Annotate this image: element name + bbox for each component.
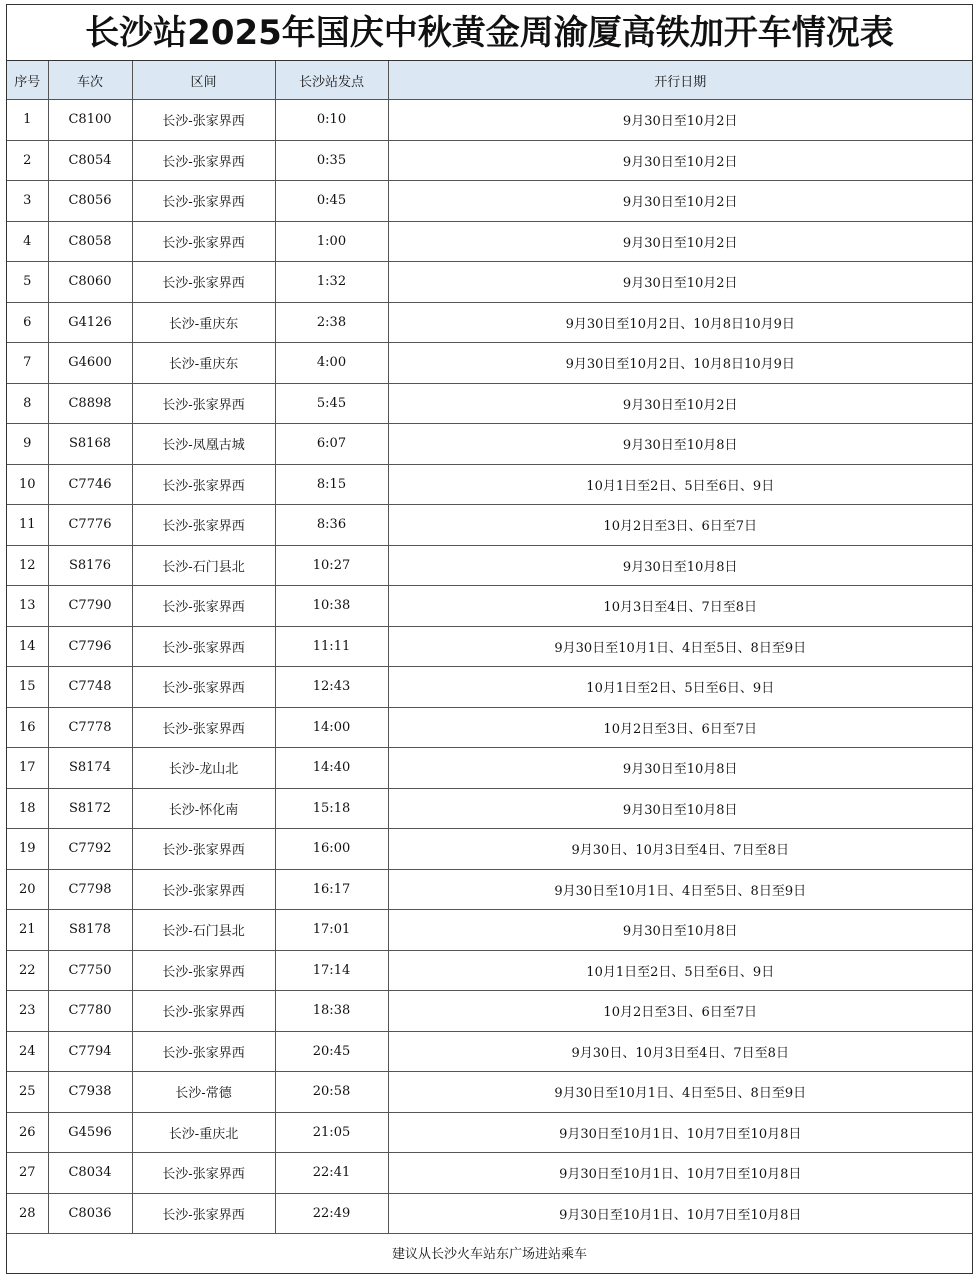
cell-index: 18 bbox=[7, 788, 48, 829]
table-row bbox=[7, 343, 972, 384]
cell-operating-dates: 9月30日至10月1日、10月7日至10月8日 bbox=[388, 1193, 972, 1234]
cell-route: 长沙-张家界西 bbox=[132, 626, 275, 667]
cell-route: 长沙-张家界西 bbox=[132, 100, 275, 141]
table-row bbox=[7, 910, 972, 951]
cell-operating-dates: 10月2日至3日、6日至7日 bbox=[388, 707, 972, 748]
table-header-row bbox=[7, 61, 972, 100]
table-row bbox=[7, 383, 972, 424]
table-row bbox=[7, 748, 972, 789]
cell-index: 1 bbox=[7, 100, 48, 141]
cell-train-number: C7776 bbox=[48, 505, 132, 546]
cell-departure-time: 0:10 bbox=[275, 100, 388, 141]
cell-operating-dates: 9月30日至10月2日 bbox=[388, 383, 972, 424]
cell-departure-time: 1:32 bbox=[275, 262, 388, 303]
cell-operating-dates: 10月2日至3日、6日至7日 bbox=[388, 991, 972, 1032]
cell-train-number: C7792 bbox=[48, 829, 132, 870]
table-row bbox=[7, 829, 972, 870]
cell-train-number: S8174 bbox=[48, 748, 132, 789]
cell-route: 长沙-石门县北 bbox=[132, 545, 275, 586]
table-row bbox=[7, 1112, 972, 1153]
cell-route: 长沙-张家界西 bbox=[132, 829, 275, 870]
cell-departure-time: 10:27 bbox=[275, 545, 388, 586]
cell-operating-dates: 10月1日至2日、5日至6日、9日 bbox=[388, 950, 972, 991]
cell-train-number: C8036 bbox=[48, 1193, 132, 1234]
cell-route: 长沙-张家界西 bbox=[132, 140, 275, 181]
cell-route: 长沙-凤凰古城 bbox=[132, 424, 275, 465]
cell-train-number: C8056 bbox=[48, 181, 132, 222]
table-row bbox=[7, 1193, 972, 1234]
cell-operating-dates: 9月30日至10月2日 bbox=[388, 262, 972, 303]
cell-train-number: C7790 bbox=[48, 586, 132, 627]
cell-route: 长沙-重庆东 bbox=[132, 343, 275, 384]
cell-index: 6 bbox=[7, 302, 48, 343]
cell-train-number: C7746 bbox=[48, 464, 132, 505]
cell-route: 长沙-张家界西 bbox=[132, 667, 275, 708]
table-row bbox=[7, 100, 972, 141]
cell-train-number: C8058 bbox=[48, 221, 132, 262]
table-row bbox=[7, 464, 972, 505]
cell-departure-time: 14:00 bbox=[275, 707, 388, 748]
cell-index: 23 bbox=[7, 991, 48, 1032]
table-row bbox=[7, 1031, 972, 1072]
cell-departure-time: 8:36 bbox=[275, 505, 388, 546]
cell-route: 长沙-龙山北 bbox=[132, 748, 275, 789]
table-row bbox=[7, 1072, 972, 1113]
cell-train-number: S8176 bbox=[48, 545, 132, 586]
cell-route: 长沙-张家界西 bbox=[132, 383, 275, 424]
table-row bbox=[7, 707, 972, 748]
cell-operating-dates: 9月30日至10月1日、4日至5日、8日至9日 bbox=[388, 869, 972, 910]
table-row bbox=[7, 788, 972, 829]
table-body bbox=[7, 100, 972, 1234]
cell-train-number: G4600 bbox=[48, 343, 132, 384]
cell-departure-time: 17:01 bbox=[275, 910, 388, 951]
cell-route: 长沙-张家界西 bbox=[132, 869, 275, 910]
header-train-number: 车次 bbox=[48, 61, 132, 100]
cell-index: 13 bbox=[7, 586, 48, 627]
cell-departure-time: 8:15 bbox=[275, 464, 388, 505]
header-index: 序号 bbox=[7, 61, 48, 100]
table-row bbox=[7, 626, 972, 667]
cell-train-number: C7748 bbox=[48, 667, 132, 708]
cell-departure-time: 22:41 bbox=[275, 1153, 388, 1194]
cell-train-number: C7796 bbox=[48, 626, 132, 667]
cell-operating-dates: 9月30日、10月3日至4日、7日至8日 bbox=[388, 829, 972, 870]
table-row bbox=[7, 991, 972, 1032]
cell-index: 19 bbox=[7, 829, 48, 870]
cell-departure-time: 16:17 bbox=[275, 869, 388, 910]
cell-route: 长沙-重庆东 bbox=[132, 302, 275, 343]
header-operating-dates: 开行日期 bbox=[388, 61, 972, 100]
cell-operating-dates: 9月30日、10月3日至4日、7日至8日 bbox=[388, 1031, 972, 1072]
cell-departure-time: 10:38 bbox=[275, 586, 388, 627]
cell-departure-time: 14:40 bbox=[275, 748, 388, 789]
cell-route: 长沙-张家界西 bbox=[132, 181, 275, 222]
page-title: 长沙站2025年国庆中秋黄金周渝厦高铁加开车情况表 bbox=[7, 5, 972, 61]
cell-route: 长沙-张家界西 bbox=[132, 991, 275, 1032]
schedule-sheet bbox=[6, 4, 973, 1274]
cell-operating-dates: 10月1日至2日、5日至6日、9日 bbox=[388, 464, 972, 505]
cell-departure-time: 1:00 bbox=[275, 221, 388, 262]
cell-departure-time: 0:45 bbox=[275, 181, 388, 222]
cell-index: 8 bbox=[7, 383, 48, 424]
table-row bbox=[7, 667, 972, 708]
cell-index: 11 bbox=[7, 505, 48, 546]
cell-train-number: S8178 bbox=[48, 910, 132, 951]
table-row bbox=[7, 424, 972, 465]
cell-operating-dates: 10月1日至2日、5日至6日、9日 bbox=[388, 667, 972, 708]
cell-train-number: C7780 bbox=[48, 991, 132, 1032]
cell-departure-time: 12:43 bbox=[275, 667, 388, 708]
cell-train-number: C7750 bbox=[48, 950, 132, 991]
cell-route: 长沙-张家界西 bbox=[132, 221, 275, 262]
cell-operating-dates: 9月30日至10月2日 bbox=[388, 221, 972, 262]
cell-departure-time: 21:05 bbox=[275, 1112, 388, 1153]
cell-departure-time: 22:49 bbox=[275, 1193, 388, 1234]
cell-train-number: G4596 bbox=[48, 1112, 132, 1153]
cell-operating-dates: 9月30日至10月2日 bbox=[388, 100, 972, 141]
cell-train-number: C8054 bbox=[48, 140, 132, 181]
footer-note: 建议从长沙火车站东广场进站乘车 bbox=[7, 1234, 972, 1271]
cell-train-number: G4126 bbox=[48, 302, 132, 343]
cell-departure-time: 11:11 bbox=[275, 626, 388, 667]
cell-route: 长沙-张家界西 bbox=[132, 1031, 275, 1072]
table-row bbox=[7, 1153, 972, 1194]
cell-route: 长沙-张家界西 bbox=[132, 1153, 275, 1194]
cell-index: 17 bbox=[7, 748, 48, 789]
table-row bbox=[7, 181, 972, 222]
cell-index: 20 bbox=[7, 869, 48, 910]
cell-operating-dates: 9月30日至10月1日、4日至5日、8日至9日 bbox=[388, 1072, 972, 1113]
cell-index: 28 bbox=[7, 1193, 48, 1234]
cell-operating-dates: 9月30日至10月8日 bbox=[388, 545, 972, 586]
cell-operating-dates: 9月30日至10月1日、10月7日至10月8日 bbox=[388, 1112, 972, 1153]
cell-train-number: C7778 bbox=[48, 707, 132, 748]
cell-operating-dates: 9月30日至10月1日、4日至5日、8日至9日 bbox=[388, 626, 972, 667]
cell-index: 12 bbox=[7, 545, 48, 586]
cell-operating-dates: 10月3日至4日、7日至8日 bbox=[388, 586, 972, 627]
header-route: 区间 bbox=[132, 61, 275, 100]
cell-departure-time: 6:07 bbox=[275, 424, 388, 465]
header-departure-time: 长沙站发点 bbox=[275, 61, 388, 100]
table-row bbox=[7, 262, 972, 303]
cell-index: 15 bbox=[7, 667, 48, 708]
cell-train-number: C8060 bbox=[48, 262, 132, 303]
cell-departure-time: 20:45 bbox=[275, 1031, 388, 1072]
cell-route: 长沙-张家界西 bbox=[132, 950, 275, 991]
cell-train-number: C7794 bbox=[48, 1031, 132, 1072]
cell-train-number: C7938 bbox=[48, 1072, 132, 1113]
cell-operating-dates: 9月30日至10月8日 bbox=[388, 910, 972, 951]
cell-route: 长沙-张家界西 bbox=[132, 262, 275, 303]
cell-operating-dates: 9月30日至10月8日 bbox=[388, 788, 972, 829]
table-row bbox=[7, 586, 972, 627]
cell-operating-dates: 9月30日至10月8日 bbox=[388, 424, 972, 465]
cell-route: 长沙-怀化南 bbox=[132, 788, 275, 829]
table-row bbox=[7, 869, 972, 910]
cell-train-number: C8100 bbox=[48, 100, 132, 141]
cell-departure-time: 4:00 bbox=[275, 343, 388, 384]
cell-route: 长沙-石门县北 bbox=[132, 910, 275, 951]
cell-departure-time: 20:58 bbox=[275, 1072, 388, 1113]
cell-index: 10 bbox=[7, 464, 48, 505]
cell-departure-time: 0:35 bbox=[275, 140, 388, 181]
cell-route: 长沙-张家界西 bbox=[132, 586, 275, 627]
table-row bbox=[7, 545, 972, 586]
cell-operating-dates: 9月30日至10月2日 bbox=[388, 181, 972, 222]
cell-departure-time: 2:38 bbox=[275, 302, 388, 343]
cell-operating-dates: 9月30日至10月2日、10月8日10月9日 bbox=[388, 302, 972, 343]
cell-index: 9 bbox=[7, 424, 48, 465]
cell-index: 26 bbox=[7, 1112, 48, 1153]
cell-index: 27 bbox=[7, 1153, 48, 1194]
cell-index: 21 bbox=[7, 910, 48, 951]
cell-departure-time: 16:00 bbox=[275, 829, 388, 870]
cell-route: 长沙-张家界西 bbox=[132, 464, 275, 505]
cell-operating-dates: 10月2日至3日、6日至7日 bbox=[388, 505, 972, 546]
cell-operating-dates: 9月30日至10月2日、10月8日10月9日 bbox=[388, 343, 972, 384]
cell-departure-time: 15:18 bbox=[275, 788, 388, 829]
cell-route: 长沙-张家界西 bbox=[132, 707, 275, 748]
cell-train-number: C8898 bbox=[48, 383, 132, 424]
cell-operating-dates: 9月30日至10月2日 bbox=[388, 140, 972, 181]
table-row bbox=[7, 221, 972, 262]
schedule-table bbox=[7, 61, 972, 1270]
cell-index: 4 bbox=[7, 221, 48, 262]
cell-route: 长沙-常德 bbox=[132, 1072, 275, 1113]
cell-train-number: C7798 bbox=[48, 869, 132, 910]
cell-route: 长沙-张家界西 bbox=[132, 1193, 275, 1234]
cell-train-number: S8168 bbox=[48, 424, 132, 465]
cell-index: 2 bbox=[7, 140, 48, 181]
cell-operating-dates: 9月30日至10月1日、10月7日至10月8日 bbox=[388, 1153, 972, 1194]
cell-index: 14 bbox=[7, 626, 48, 667]
cell-index: 5 bbox=[7, 262, 48, 303]
table-row bbox=[7, 505, 972, 546]
cell-index: 16 bbox=[7, 707, 48, 748]
table-row bbox=[7, 140, 972, 181]
footer-row bbox=[7, 1234, 972, 1271]
cell-departure-time: 5:45 bbox=[275, 383, 388, 424]
cell-route: 长沙-张家界西 bbox=[132, 505, 275, 546]
cell-index: 25 bbox=[7, 1072, 48, 1113]
cell-index: 3 bbox=[7, 181, 48, 222]
cell-index: 22 bbox=[7, 950, 48, 991]
cell-index: 7 bbox=[7, 343, 48, 384]
cell-route: 长沙-重庆北 bbox=[132, 1112, 275, 1153]
cell-train-number: C8034 bbox=[48, 1153, 132, 1194]
cell-train-number: S8172 bbox=[48, 788, 132, 829]
cell-departure-time: 18:38 bbox=[275, 991, 388, 1032]
table-row bbox=[7, 950, 972, 991]
cell-index: 24 bbox=[7, 1031, 48, 1072]
cell-departure-time: 17:14 bbox=[275, 950, 388, 991]
cell-operating-dates: 9月30日至10月8日 bbox=[388, 748, 972, 789]
table-row bbox=[7, 302, 972, 343]
